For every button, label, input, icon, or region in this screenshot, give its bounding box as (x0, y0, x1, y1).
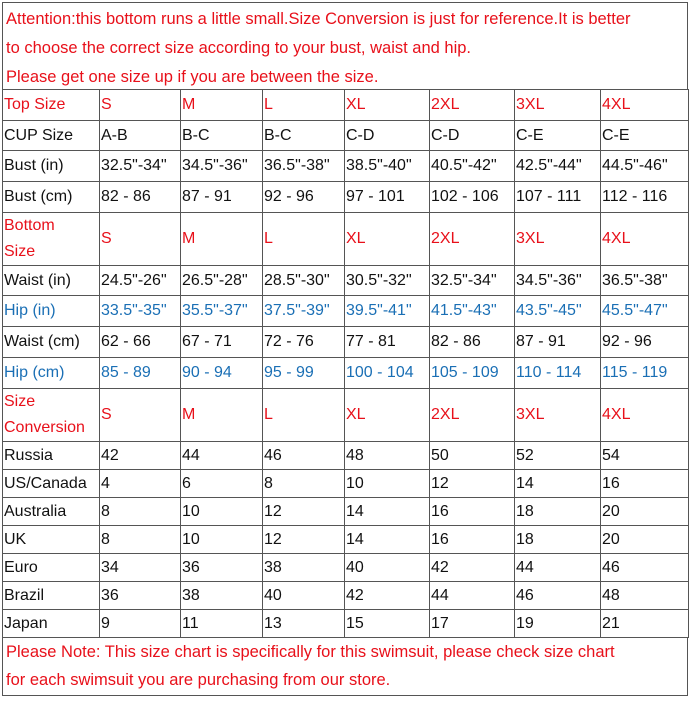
size-header-cell: 3XL (515, 213, 601, 266)
row-label: Hip (cm) (3, 358, 100, 389)
attention-note (2, 2, 688, 89)
table-cell: 32.5"-34" (430, 266, 515, 296)
table-cell: 82 - 86 (430, 327, 515, 358)
table-cell: 30.5"-32" (345, 266, 430, 296)
table-cell: 10 (181, 498, 263, 526)
table-cell: 12 (263, 498, 345, 526)
size-chart (2, 2, 688, 696)
table-cell: C-D (345, 121, 430, 151)
table-cell: 40 (345, 554, 430, 582)
table-cell: 42 (100, 442, 181, 470)
table-cell: 36 (100, 582, 181, 610)
table-cell: 16 (430, 498, 515, 526)
table-row (3, 582, 689, 610)
table-cell: 52 (515, 442, 601, 470)
table-cell: 37.5"-39" (263, 296, 345, 327)
size-header-cell: 3XL (515, 389, 601, 442)
row-label: Brazil (3, 582, 100, 610)
table-row (3, 498, 689, 526)
size-header-cell: 2XL (430, 90, 515, 121)
table-cell: 18 (515, 498, 601, 526)
table-cell: 21 (601, 610, 689, 638)
table-cell: 45.5"-47" (601, 296, 689, 327)
table-cell: 16 (430, 526, 515, 554)
table-cell: 38.5"-40" (345, 151, 430, 182)
footer-line-1: Please Note: This size chart is specifically for this swimsuit, please check size chart (6, 643, 615, 661)
row-label: CUP Size (3, 121, 100, 151)
table-cell: 107 - 111 (515, 182, 601, 213)
size-header-cell: XL (345, 90, 430, 121)
table-cell: 87 - 91 (181, 182, 263, 213)
table-cell: 8 (100, 526, 181, 554)
size-header-cell: 4XL (601, 90, 689, 121)
row-label: Waist (in) (3, 266, 100, 296)
size-header-cell: S (100, 389, 181, 442)
table-cell: 44 (430, 582, 515, 610)
size-header-cell: XL (345, 213, 430, 266)
footer-line-2: for each swimsuit you are purchasing from our store. (6, 671, 391, 689)
row-label: Bust (cm) (3, 182, 100, 213)
row-label: Bust (in) (3, 151, 100, 182)
table-cell: 46 (515, 582, 601, 610)
conversion-header-label-line: Size (4, 393, 36, 410)
table-cell: 36.5"-38" (263, 151, 345, 182)
table-cell: 8 (263, 470, 345, 498)
table-cell: C-D (430, 121, 515, 151)
footer-note (2, 638, 688, 696)
table-cell: 10 (181, 526, 263, 554)
table-cell: 100 - 104 (345, 358, 430, 389)
table-row (3, 151, 689, 182)
table-cell: C-E (601, 121, 689, 151)
table-cell: 10 (345, 470, 430, 498)
table-cell: 82 - 86 (100, 182, 181, 213)
table-cell: 14 (515, 470, 601, 498)
table-cell: 50 (430, 442, 515, 470)
table-row (3, 554, 689, 582)
table-cell: 17 (430, 610, 515, 638)
top-size-header-label-line: Top Size (4, 96, 66, 113)
table-cell: C-E (515, 121, 601, 151)
table-cell: 112 - 116 (601, 182, 689, 213)
table-cell: 62 - 66 (100, 327, 181, 358)
table-row (3, 296, 689, 327)
table-cell: 54 (601, 442, 689, 470)
table-cell: 36.5"-38" (601, 266, 689, 296)
row-label: Hip (in) (3, 296, 100, 327)
table-cell: 32.5"-34" (100, 151, 181, 182)
row-label: Russia (3, 442, 100, 470)
table-cell: 6 (181, 470, 263, 498)
bottom-size-header-label-line: Bottom (4, 217, 55, 234)
table-cell: 92 - 96 (601, 327, 689, 358)
table-cell: A-B (100, 121, 181, 151)
size-header-cell: L (263, 389, 345, 442)
table-cell: 42 (345, 582, 430, 610)
table-cell: 85 - 89 (100, 358, 181, 389)
table-cell: 20 (601, 498, 689, 526)
table-cell: 44 (181, 442, 263, 470)
size-header-cell: M (181, 213, 263, 266)
bottom-size-header-row (3, 213, 689, 266)
table-cell: 97 - 101 (345, 182, 430, 213)
table-row (3, 610, 689, 638)
table-cell: 13 (263, 610, 345, 638)
table-cell: 11 (181, 610, 263, 638)
table-cell: 16 (601, 470, 689, 498)
table-row (3, 358, 689, 389)
table-cell: 9 (100, 610, 181, 638)
table-cell: 43.5"-45" (515, 296, 601, 327)
conversion-header-label-line: Conversion (4, 419, 85, 436)
top-size-header-row (3, 90, 689, 121)
table-cell: 42 (430, 554, 515, 582)
size-header-cell: 4XL (601, 389, 689, 442)
table-cell: 34.5"-36" (515, 266, 601, 296)
attention-line-2: to choose the correct size according to your bust, waist and hip. (6, 39, 471, 57)
table-row (3, 121, 689, 151)
table-cell: 18 (515, 526, 601, 554)
table-cell: 41.5"-43" (430, 296, 515, 327)
row-label: Japan (3, 610, 100, 638)
table-cell: 87 - 91 (515, 327, 601, 358)
table-row (3, 266, 689, 296)
table-cell: 39.5"-41" (345, 296, 430, 327)
row-label: Waist (cm) (3, 327, 100, 358)
table-cell: 15 (345, 610, 430, 638)
table-cell: 42.5"-44" (515, 151, 601, 182)
size-header-cell: S (100, 90, 181, 121)
table-row (3, 182, 689, 213)
table-cell: 46 (263, 442, 345, 470)
table-cell: B-C (181, 121, 263, 151)
table-cell: 14 (345, 498, 430, 526)
table-cell: 48 (601, 582, 689, 610)
table-cell: 105 - 109 (430, 358, 515, 389)
row-label: US/Canada (3, 470, 100, 498)
table-cell: 34 (100, 554, 181, 582)
attention-line-1: Attention:this bottom runs a little small.Size Conversion is just for reference.It is better (6, 10, 631, 28)
size-header-cell: S (100, 213, 181, 266)
table-cell: 90 - 94 (181, 358, 263, 389)
table-cell: 102 - 106 (430, 182, 515, 213)
table-cell: 24.5"-26" (100, 266, 181, 296)
table-cell: B-C (263, 121, 345, 151)
table-cell: 4 (100, 470, 181, 498)
table-row (3, 442, 689, 470)
bottom-size-header-label (3, 213, 100, 266)
table-cell: 19 (515, 610, 601, 638)
top-size-header-label (3, 90, 100, 121)
row-label: UK (3, 526, 100, 554)
table-cell: 110 - 114 (515, 358, 601, 389)
size-header-cell: XL (345, 389, 430, 442)
table-cell: 8 (100, 498, 181, 526)
table-cell: 12 (430, 470, 515, 498)
size-header-cell: 2XL (430, 213, 515, 266)
size-header-cell: 2XL (430, 389, 515, 442)
table-cell: 38 (263, 554, 345, 582)
table-cell: 44 (515, 554, 601, 582)
table-row (3, 327, 689, 358)
conversion-header-row (3, 389, 689, 442)
table-cell: 12 (263, 526, 345, 554)
table-cell: 36 (181, 554, 263, 582)
table-cell: 26.5"-28" (181, 266, 263, 296)
table-row (3, 470, 689, 498)
size-table (2, 89, 689, 638)
table-cell: 115 - 119 (601, 358, 689, 389)
table-cell: 92 - 96 (263, 182, 345, 213)
table-cell: 46 (601, 554, 689, 582)
table-cell: 38 (181, 582, 263, 610)
bottom-size-header-label-line: Size (4, 243, 36, 260)
table-cell: 35.5"-37" (181, 296, 263, 327)
table-cell: 14 (345, 526, 430, 554)
table-cell: 34.5"-36" (181, 151, 263, 182)
size-header-cell: L (263, 213, 345, 266)
conversion-header-label (3, 389, 100, 442)
table-cell: 40.5"-42" (430, 151, 515, 182)
row-label: Euro (3, 554, 100, 582)
table-cell: 28.5"-30" (263, 266, 345, 296)
table-row (3, 526, 689, 554)
table-cell: 20 (601, 526, 689, 554)
table-cell: 33.5"-35" (100, 296, 181, 327)
size-header-cell: 4XL (601, 213, 689, 266)
table-cell: 40 (263, 582, 345, 610)
table-cell: 77 - 81 (345, 327, 430, 358)
table-cell: 48 (345, 442, 430, 470)
table-cell: 95 - 99 (263, 358, 345, 389)
row-label: Australia (3, 498, 100, 526)
table-cell: 44.5"-46" (601, 151, 689, 182)
size-header-cell: M (181, 90, 263, 121)
size-header-cell: 3XL (515, 90, 601, 121)
size-header-cell: L (263, 90, 345, 121)
table-cell: 72 - 76 (263, 327, 345, 358)
size-header-cell: M (181, 389, 263, 442)
table-cell: 67 - 71 (181, 327, 263, 358)
attention-line-3: Please get one size up if you are between the size. (6, 68, 379, 86)
